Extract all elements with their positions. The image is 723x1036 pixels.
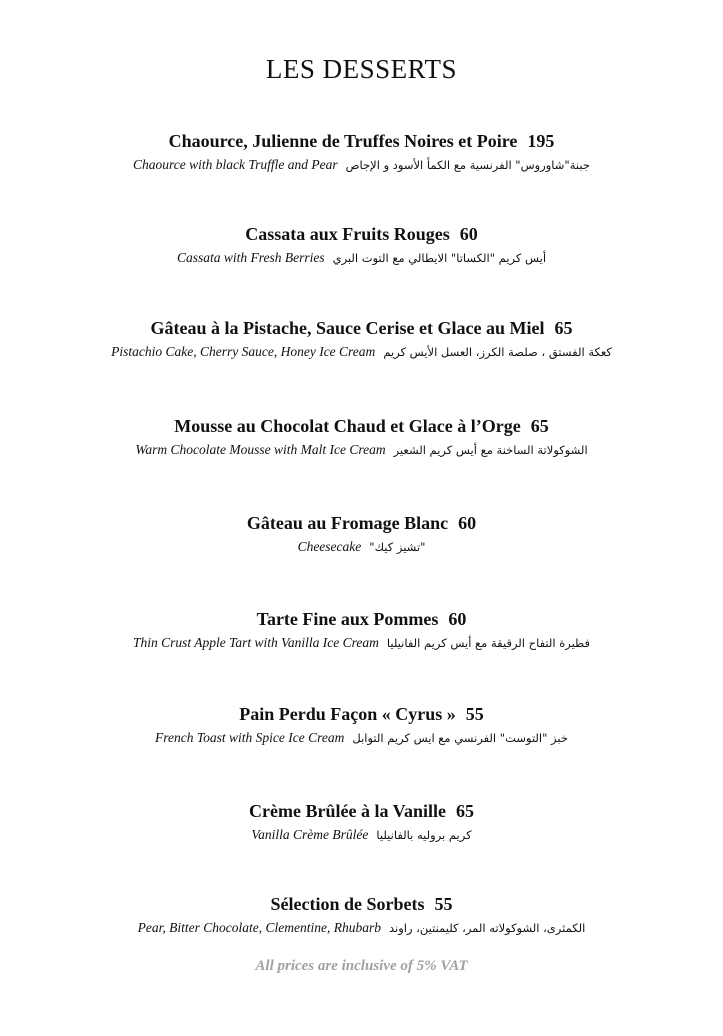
item-price: 60	[458, 513, 477, 533]
item-description-english: Cassata with Fresh Berries	[176, 250, 325, 265]
item-name: Gâteau au Fromage Blanc	[246, 513, 449, 533]
menu-item	[0, 702, 723, 748]
item-description-arabic: جبنة"شاوروس" الفرنسية مع الكمأ الأسود و الإجاص	[345, 158, 590, 172]
item-description-english: Vanilla Crème Brûlée	[251, 827, 369, 842]
item-name: Sélection de Sorbets	[270, 894, 425, 914]
item-description	[0, 825, 723, 845]
menu-item	[0, 316, 723, 362]
item-name: Pain Perdu Façon « Cyrus »	[239, 704, 456, 724]
item-price: 55	[434, 894, 453, 914]
item-description	[0, 537, 723, 557]
item-description-english: Warm Chocolate Mousse with Malt Ice Cream	[135, 442, 386, 457]
item-description-english: Pear, Bitter Chocolate, Clementine, Rhubarb	[137, 920, 382, 935]
item-price: 65	[554, 318, 573, 338]
item-price: 60	[459, 224, 478, 244]
menu-item	[0, 129, 723, 175]
item-price: 195	[527, 131, 555, 151]
menu-item	[0, 892, 723, 938]
item-price: 55	[465, 704, 484, 724]
item-description-arabic: أيس كريم "الكساتا" الايطالي مع التوت البري	[332, 251, 547, 265]
item-heading	[0, 511, 723, 535]
item-description	[0, 155, 723, 175]
item-description-arabic: الكمثرى، الشوكولاته المر، كليمنتين، راوند	[389, 921, 586, 935]
item-description-arabic: فطيرة التفاح الرقيقة مع أيس كريم الفانيليا	[386, 636, 590, 650]
item-name: Crème Brûlée à la Vanille	[249, 801, 446, 821]
menu-title: LES DESSERTS	[265, 54, 458, 84]
item-name: Mousse au Chocolat Chaud et Glace à l’Orge	[174, 416, 521, 436]
item-name: Cassata aux Fruits Rouges	[245, 224, 450, 244]
item-name: Tarte Fine aux Pommes	[256, 609, 439, 629]
item-description	[0, 633, 723, 653]
item-price: 65	[530, 416, 549, 436]
item-heading	[0, 607, 723, 631]
item-heading	[0, 892, 723, 916]
item-price: 60	[448, 609, 467, 629]
item-heading	[0, 702, 723, 726]
item-description-english: Chaource with black Truffle and Pear	[133, 157, 338, 172]
item-description-arabic: الشوكولاتة الساخنة مع أيس كريم الشعير	[393, 443, 588, 457]
item-description	[0, 440, 723, 460]
menu-item	[0, 414, 723, 460]
item-description-english: Pistachio Cake, Cherry Sauce, Honey Ice Cream	[111, 344, 376, 359]
menu-item	[0, 799, 723, 845]
item-heading	[0, 222, 723, 246]
item-heading	[0, 414, 723, 438]
item-description	[0, 342, 723, 362]
item-description-arabic: كعكة الفستق ، صلصة الكرز، العسل الأيس كريم	[383, 345, 612, 359]
item-description-english: French Toast with Spice Ice Cream	[155, 730, 345, 745]
item-description	[0, 728, 723, 748]
item-price: 65	[455, 801, 474, 821]
item-description-english: Cheesecake	[297, 539, 362, 554]
menu-item	[0, 607, 723, 653]
vat-notice: All prices are inclusive of 5% VAT	[255, 958, 468, 974]
item-description-english: Thin Crust Apple Tart with Vanilla Ice Cream	[132, 635, 379, 650]
item-heading	[0, 129, 723, 153]
menu-item	[0, 222, 723, 268]
menu-item	[0, 511, 723, 557]
item-description	[0, 918, 723, 938]
item-name: Chaource, Julienne de Truffes Noires et Poire	[168, 131, 518, 151]
item-name: Gâteau à la Pistache, Sauce Cerise et Glace au Miel	[150, 318, 545, 338]
item-heading	[0, 799, 723, 823]
item-description-arabic: خبز "التوست" الفرنسي مع ايس كريم التوابل	[352, 731, 568, 745]
item-description-arabic: "تشيز كيك"	[369, 540, 426, 554]
item-description	[0, 248, 723, 268]
item-description-arabic: كريم بروليه بالفانيليا	[376, 828, 472, 842]
item-heading	[0, 316, 723, 340]
